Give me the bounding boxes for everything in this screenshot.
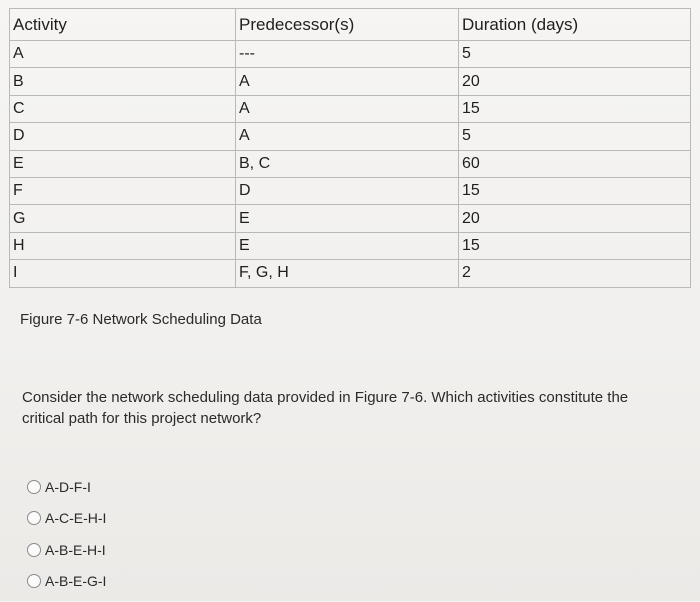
cell-predecessors: E <box>236 205 459 232</box>
cell-activity: D <box>10 123 236 150</box>
cell-activity: H <box>10 232 236 259</box>
cell-duration: 2 <box>459 260 691 287</box>
table-row <box>10 260 691 287</box>
cell-duration: 20 <box>459 68 691 95</box>
option-label: A-C-E-H-I <box>45 510 107 526</box>
cell-predecessors: A <box>236 68 459 95</box>
table-row <box>10 150 691 177</box>
answer-options <box>27 476 106 602</box>
option-4[interactable] <box>27 571 106 592</box>
option-label: A-B-E-H-I <box>45 541 106 558</box>
cell-duration: 5 <box>459 123 691 150</box>
radio-button[interactable] <box>27 480 41 494</box>
radio-button[interactable] <box>27 543 41 557</box>
cell-activity: A <box>10 41 236 68</box>
table-row <box>10 123 691 150</box>
radio-button[interactable] <box>27 574 41 588</box>
table-row <box>10 205 691 232</box>
option-label: A-D-F-I <box>45 478 91 495</box>
cell-predecessors: --- <box>236 41 459 68</box>
cell-duration: 5 <box>459 41 691 68</box>
cell-predecessors: B, C <box>236 150 459 177</box>
scheduling-data-table <box>9 8 691 288</box>
table-row <box>10 68 691 95</box>
cell-activity: C <box>10 95 236 122</box>
table-row <box>10 232 691 259</box>
cell-predecessors: E <box>236 232 459 259</box>
cell-duration: 15 <box>459 232 691 259</box>
header-activity: Activity <box>10 9 236 41</box>
cell-activity: G <box>10 205 236 232</box>
option-3[interactable] <box>27 539 106 560</box>
question-text: Consider the network scheduling data provided in Figure 7-6. Which activities constitute the critical path for this project network? <box>22 389 629 427</box>
option-2[interactable] <box>27 508 106 529</box>
cell-activity: F <box>10 177 236 204</box>
cell-duration: 20 <box>459 205 691 232</box>
cell-predecessors: A <box>236 123 459 150</box>
radio-button[interactable] <box>27 511 41 525</box>
cell-predecessors: A <box>236 95 459 122</box>
table-header-row <box>10 9 691 41</box>
cell-predecessors: D <box>236 177 459 204</box>
cell-duration: 15 <box>459 177 691 204</box>
table-row <box>10 41 691 68</box>
cell-duration: 15 <box>459 95 691 122</box>
option-1[interactable] <box>27 476 106 497</box>
header-predecessors: Predecessor(s) <box>236 9 459 41</box>
cell-activity: B <box>10 68 236 95</box>
table-row <box>10 177 691 204</box>
cell-predecessors: F, G, H <box>236 260 459 287</box>
figure-caption: Figure 7-6 Network Scheduling Data <box>20 311 262 328</box>
cell-duration: 60 <box>459 150 691 177</box>
cell-activity: I <box>10 260 236 287</box>
option-label: A-B-E-G-I <box>45 573 107 589</box>
table-row <box>10 95 691 122</box>
cell-activity: E <box>10 150 236 177</box>
header-duration: Duration (days) <box>459 9 691 41</box>
